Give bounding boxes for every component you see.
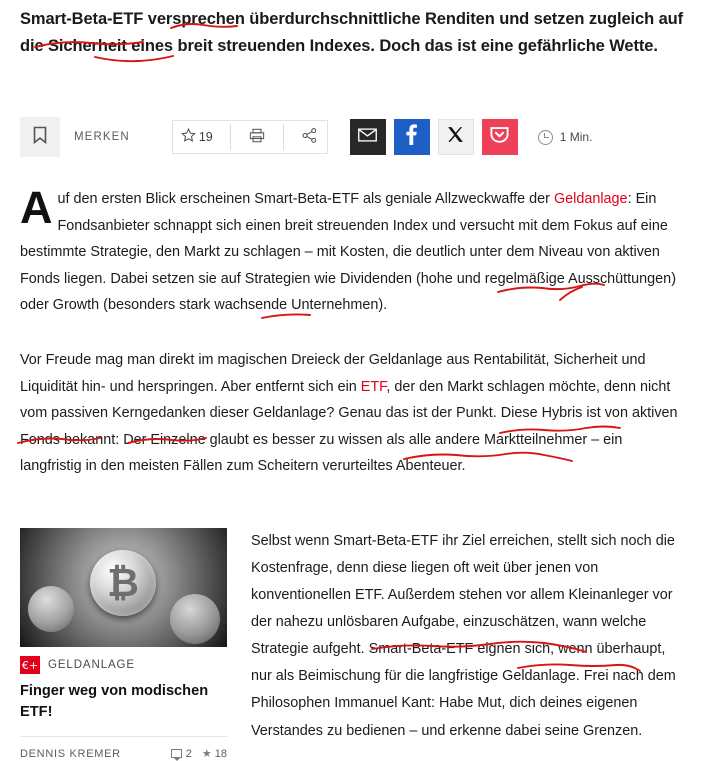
teaser-image[interactable]: [20, 528, 227, 647]
x-twitter-icon: [447, 126, 464, 148]
teaser-kicker[interactable]: GELDANLAGE: [48, 659, 135, 671]
bookmark-button[interactable]: [20, 117, 60, 157]
euro-badge-icon: €+: [20, 656, 40, 674]
pocket-icon: [490, 126, 509, 148]
star-filled-icon: ★: [201, 748, 212, 761]
paragraph-2-text-a: Vor Freude mag man direkt im magischen Dreieck der Geldanlage aus Rentabilität, Sicherheit und Liquidität hin- und herspringen. Aber entfernt sich ein: [20, 352, 646, 395]
star-outline-icon: [181, 128, 196, 146]
teaser-title[interactable]: Finger weg von modischen ETF!: [20, 683, 209, 720]
read-time-label: 1 Min.: [559, 130, 593, 144]
comment-count-label: 2: [185, 747, 192, 760]
share-facebook-button[interactable]: [394, 119, 430, 155]
share-email-button[interactable]: [350, 119, 386, 155]
coin-secondary: [28, 586, 74, 632]
teaser-author: DENNIS KREMER: [20, 747, 121, 760]
bitcoin-icon: ₿: [90, 550, 156, 616]
bookmark-label: MERKEN: [74, 131, 130, 143]
article-paragraph-3: Selbst wenn Smart-Beta-ETF ihr Ziel erreichen, stellt sich noch die Kostenfrage, denn diese liegen oft weit über jenen von konventionellen ETF. Außerdem stehen vor allem Kleinanleger vor der nahezu unlösbaren Aufgabe, einzuschätzen, wann welche Strategie aufgeht. Smart-Beta-ETF eignen sich, wenn überhaupt, nur als Beimischung für die langfristige Geldanlage. Frei nach dem Philosophen Immanuel Kant: Habe Mut, dich deines eigenen Verstandes zu bedienen – und erkenne dabei seine Grenzen.: [251, 533, 676, 739]
drop-cap: A: [20, 182, 53, 233]
share-services: [350, 119, 518, 155]
paragraph-1-text-b: : Ein Fondsanbieter schnappt sich einen breit streuenden Index und versucht mit dem Fokus auf eine bestimmte Strategie, den Markt zu schlagen – mit Kosten, die deutlich unter dem Niveau von aktiven Fonds liegen. Dabei setzen sie auf Strategien wie Dividenden (hohe und regelmäßige Ausschüttungen) oder Growth (besonders stark wachsende Unternehmen).: [20, 191, 676, 313]
paragraph-2-text-b: , der den Markt schlagen möchte, denn nicht vom passiven Kerngedanken dieser Geldanlage? Genau das ist der Punkt. Diese Hybris ist von aktiven Fonds bekannt: Der Einzelne glaubt es besser zu wissen als alle andere Marktteilnehmer – ein langfristig in den meisten Fällen zum Scheitern verurteiltes Abenteuer.: [20, 378, 678, 474]
divider: [283, 124, 284, 150]
share-nodes-icon: [302, 128, 317, 146]
teaser-kicker-row: [20, 656, 227, 674]
paragraph-1-text-a: uf den ersten Blick erscheinen Smart-Beta-ETF als geniale Allzweckwaffe der: [57, 191, 554, 207]
article-action-bar: [20, 113, 686, 161]
bookmark-icon: [33, 126, 47, 149]
envelope-icon: [358, 128, 377, 147]
article-paragraph-1: [20, 182, 686, 319]
printer-icon: [249, 128, 265, 146]
clock-icon: [538, 130, 553, 145]
comment-icon: [171, 749, 182, 758]
print-button[interactable]: [242, 121, 272, 153]
share-button[interactable]: [295, 121, 325, 153]
related-article-teaser[interactable]: [20, 528, 227, 760]
read-time: [538, 130, 593, 145]
teaser-meta: [20, 736, 227, 760]
link-etf[interactable]: ETF: [360, 378, 387, 395]
article-paragraph-2: [20, 347, 686, 480]
facebook-icon: [406, 124, 417, 150]
divider: [230, 124, 231, 150]
rating-group: [172, 120, 328, 154]
rate-count: 19: [198, 130, 213, 144]
teaser-comment-count[interactable]: [171, 748, 192, 760]
article-lead: Smart-Beta-ETF versprechen überdurchschnittliche Renditen und setzen zugleich auf die Sicherheit eines breit streuenden Indexes. Doch das ist eine gefährliche Wette.: [20, 10, 684, 55]
like-count-label: 18: [214, 747, 227, 760]
rate-button[interactable]: [175, 121, 219, 153]
teaser-like-count[interactable]: [202, 747, 227, 760]
link-geldanlage[interactable]: Geldanlage: [553, 191, 628, 207]
share-pocket-button[interactable]: [482, 119, 518, 155]
share-x-button[interactable]: [438, 119, 474, 155]
coin-tertiary: [170, 594, 220, 644]
